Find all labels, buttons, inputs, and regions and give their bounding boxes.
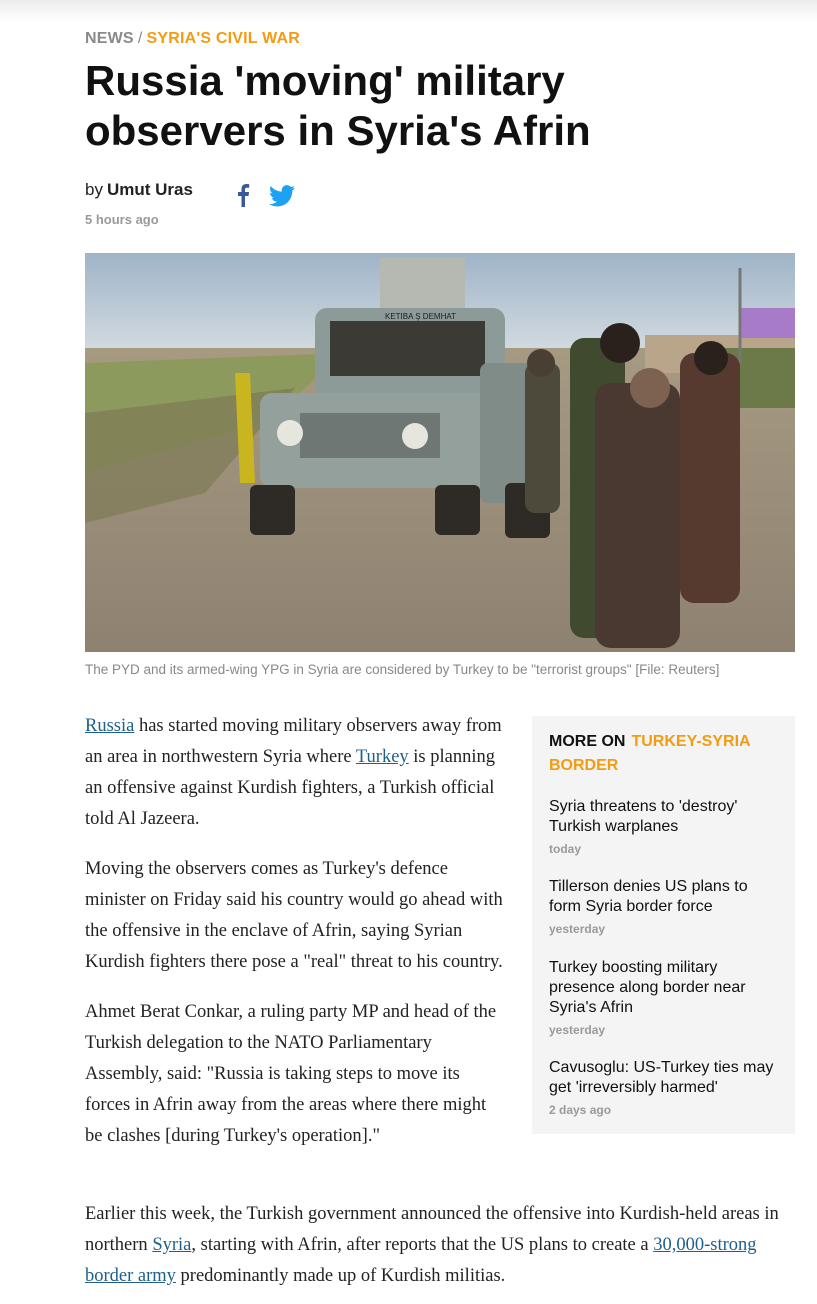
- link-turkey[interactable]: Turkey: [355, 747, 409, 767]
- facebook-icon[interactable]: [236, 183, 250, 207]
- sidebar-heading: [549, 730, 784, 778]
- related-story-title[interactable]: Syria threatens to 'destroy' Turkish warplanes: [549, 798, 738, 835]
- breadcrumb: [85, 30, 300, 48]
- related-story-date: yesterday: [549, 922, 606, 936]
- hero-image: [85, 253, 795, 652]
- article-body: [85, 711, 505, 1171]
- image-caption: The PYD and its armed-wing YPG in Syria are considered by Turkey to be "terrorist groups" [File: Reuters]: [85, 662, 720, 677]
- related-story-item[interactable]: [549, 1058, 784, 1117]
- hero-photo-illustration: [85, 253, 795, 652]
- related-story-title[interactable]: Tillerson denies US plans to form Syria border force: [549, 878, 748, 915]
- author-link[interactable]: Umut Uras: [106, 180, 193, 199]
- paragraph-4: Earlier this week, the Turkish government announced the offensive into Kurdish-held areas in northern Syria, starting with Afrin, after reports that the US plans to create a 30,000-strong border army predominantly made up of Kurdish militias.: [85, 1204, 779, 1286]
- breadcrumb-section-link[interactable]: SYRIA'S CIVIL WAR: [146, 30, 301, 47]
- byline: [85, 180, 193, 200]
- browser-top-edge: [0, 0, 817, 22]
- headline-line-1: Russia 'moving' military: [85, 57, 565, 104]
- hero-sign-text: KETIBA Ş DEMHAT: [385, 312, 456, 321]
- related-story-date: today: [549, 842, 582, 856]
- breadcrumb-separator: /: [137, 30, 143, 47]
- related-story-date: 2 days ago: [549, 1103, 612, 1117]
- publish-time: 5 hours ago: [85, 212, 159, 227]
- byline-prefix: by: [85, 180, 103, 199]
- related-story-item[interactable]: [549, 877, 784, 936]
- link-russia[interactable]: Russia: [85, 716, 135, 736]
- paragraph-1: Russia has started moving military observers away from an area in northwestern Syria where Turkey is planning an offensive against Kurdish fighters, a Turkish official told Al Jazeera.: [85, 716, 502, 829]
- sidebar-topic-link[interactable]: TURKEY-SYRIA BORDER: [549, 733, 750, 774]
- related-story-item[interactable]: [549, 797, 784, 856]
- related-story-title[interactable]: Turkey boosting military presence along border near Syria's Afrin: [549, 959, 746, 1016]
- page-title: [85, 56, 785, 156]
- related-story-item[interactable]: [549, 958, 784, 1037]
- related-stories-sidebar: [532, 716, 795, 1134]
- related-story-date: yesterday: [549, 1023, 606, 1037]
- paragraph-2: Moving the observers comes as Turkey's defence minister on Friday said his country would go ahead with the offensive in the enclave of Afrin, saying Syrian Kurdish fighters there pose a "real" threat to his country.: [85, 859, 503, 972]
- paragraph-3: Ahmet Berat Conkar, a ruling party MP and head of the Turkish delegation to the NATO Parliamentary Assembly, said: "Russia is taking steps to move its forces in Afrin away from the areas where there might be clashes [during Turkey's operation].": [85, 1002, 497, 1146]
- headline-line-2: observers in Syria's Afrin: [85, 107, 591, 154]
- twitter-icon[interactable]: [269, 185, 295, 207]
- sidebar-heading-label: MORE ON: [549, 733, 626, 750]
- link-syria[interactable]: Syria: [152, 1235, 192, 1255]
- breadcrumb-news-link[interactable]: NEWS: [85, 30, 134, 47]
- link-border-army[interactable]: 30,000-strong border army: [85, 1235, 757, 1286]
- related-story-title[interactable]: Cavusoglu: US-Turkey ties may get 'irreversibly harmed': [549, 1059, 774, 1096]
